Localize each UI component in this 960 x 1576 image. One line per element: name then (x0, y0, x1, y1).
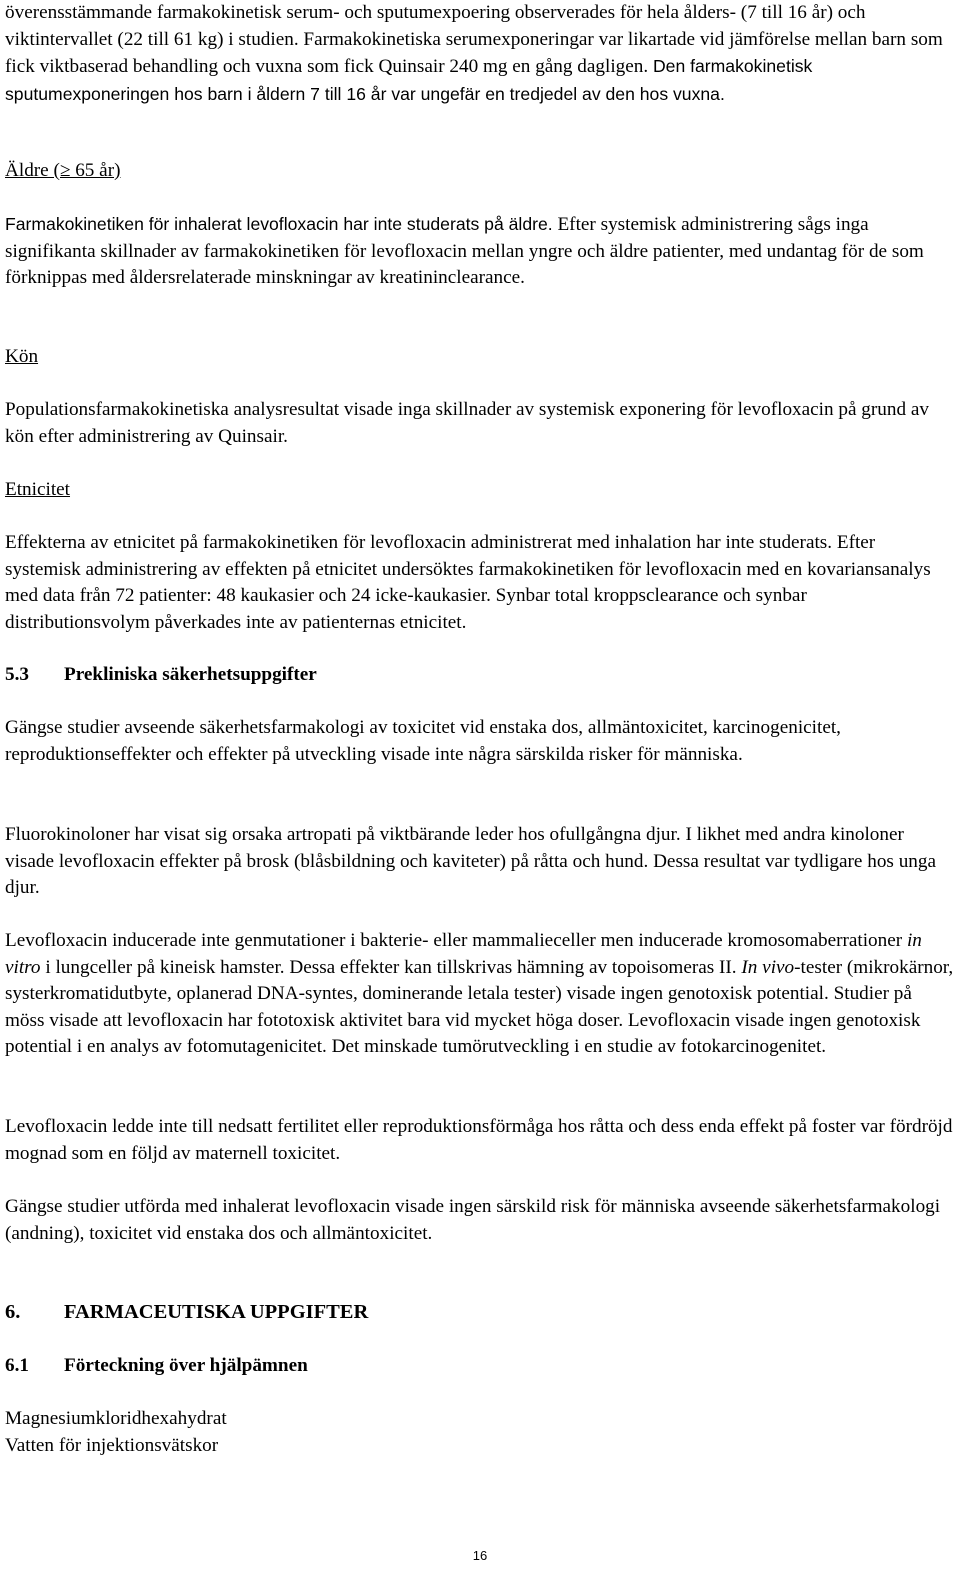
excipients-list (5, 1406, 227, 1459)
elderly-heading: Äldre (≥ 65 år) (5, 160, 121, 181)
section-5-3-title: Prekliniska säkerhetsuppgifter (64, 664, 317, 685)
paragraph-preclinical-2: Fluorokinoloner har visat sig orsaka artropati på viktbärande leder hos ofullgångna djur. I likhet med andra kinoloner visade levofloxacin effekter på brosk (blåsbildning och kaviteter) på råtta och hund. Dessa resultat var tydligare hos unga djur. (5, 824, 936, 899)
paragraph-ethnicity: Effekterna av etnicitet på farmakokinetiken för levofloxacin administrerat med inhalation har inte studerats. Efter systemisk administrering av effekten på etnicitet undersöktes farmakokinetiken för levofloxacin med en kovariansanalys med data från 72 patienter: 48 kaukasier och 24 icke-kaukasier. Synbar total kroppsclearance och synbar distributionsvolym påverkades inte av patienternas etnicitet. (5, 532, 931, 633)
paragraph-elderly (5, 211, 955, 292)
paragraph-preclinical-3 (5, 928, 955, 1061)
section-6-1-number: 6.1 (5, 1355, 29, 1376)
paragraph-preclinical-5: Gängse studier utförda med inhalerat levofloxacin visade ingen särskild risk för människa avseende säkerhetsfarmakologi (andning), toxicitet vid enstaka dos och allmäntoxicitet. (5, 1196, 941, 1244)
section-6-number: 6. (5, 1301, 21, 1323)
children-sputum-text: Den farmakokinetisk sputumexponeringen hos barn i åldern 7 till 16 år var ungefär en tredjedel av den hos vuxna. (5, 56, 813, 104)
paragraph-preclinical-1: Gängse studier avseende säkerhetsfarmakologi av toxicitet vid enstaka dos, allmäntoxicitet, karcinogenicitet, reproduktionseffekter och effekter på utveckling visade inte några särskilda risker för människa. (5, 717, 841, 765)
ethnicity-heading: Etnicitet (5, 479, 71, 500)
gender-heading: Kön (5, 346, 39, 367)
preclinical-3-part2: i lungceller på kineisk hamster. Dessa effekter kan tillskrivas hämning av topoisomeras II. (40, 956, 742, 978)
preclinical-3-part1: Levofloxacin inducerade inte genmutationer i bakterie- eller mammalieceller men inducerade kromosomaberrationer (5, 930, 907, 951)
section-6-title: FARMACEUTISKA UPPGIFTER (64, 1301, 369, 1323)
elderly-inhaled-text: Farmakokinetiken för inhalerat levofloxacin har inte studerats på äldre. (5, 214, 553, 234)
preclinical-3-italic-in-vivo: In vivo (741, 956, 795, 978)
section-6-1-title: Förteckning över hjälpämnen (64, 1355, 308, 1376)
children-exposure-text: överensstämmande farmakokinetisk serum- och sputumexpoering observerades för hela ålders- (7 till 16 år) och viktintervallet (22 till 61 kg) i studien. Farmakokinetiska serumexponeringar var likartade vid jämförelse mellan barn som fick viktbaserad behandling och vuxna som fick Quinsair 240 mg en gång dagligen. (5, 2, 943, 78)
section-5-3-heading (5, 662, 317, 689)
section-6-heading (5, 1299, 368, 1326)
excipient-item: Magnesiumkloridhexahydrat (5, 1408, 227, 1429)
preclinical-3-part3: -tester (mikrokärnor, systerkromatidutbyte, oplanerad DNA-syntes, dominerande letala tester) visade ingen genotoxisk potential. Studier på möss visade att levofloxacin har fototoxisk aktivitet bara vid mycket höga doser. Levofloxacin visade ingen genotoxisk potential i en analys av fotomutagenicitet. Det minskade tumörutveckling i en studie av fotokarcinogenitet. (5, 956, 954, 1058)
section-6-1-heading (5, 1353, 308, 1380)
section-5-3-number: 5.3 (5, 664, 29, 685)
paragraph-preclinical-4: Levofloxacin ledde inte till nedsatt fertilitet eller reproduktionsförmåga hos råtta och dess enda effekt på foster var fördröjd mognad som en följd av maternell toxicitet. (5, 1116, 953, 1164)
preclinical-3-italic-in-vitro: in vitro (5, 930, 922, 978)
elderly-systemic-text: Efter systemisk administrering sågs inga signifikanta skillnader av farmakokinetiken för levofloxacin mellan yngre och äldre patienter, med undantag för de som förknippas med åldersrelaterade minskningar av kreatininclearance. (5, 214, 924, 289)
paragraph-gender: Populationsfarmakokinetiska analysresultat visade inga skillnader av systemisk exponering för levofloxacin på grund av kön efter administrering av Quinsair. (5, 399, 929, 447)
paragraph-children-exposure (5, 0, 955, 108)
page-number: 16 (472, 1548, 488, 1563)
excipient-item: Vatten för injektionsvätskor (5, 1434, 219, 1456)
